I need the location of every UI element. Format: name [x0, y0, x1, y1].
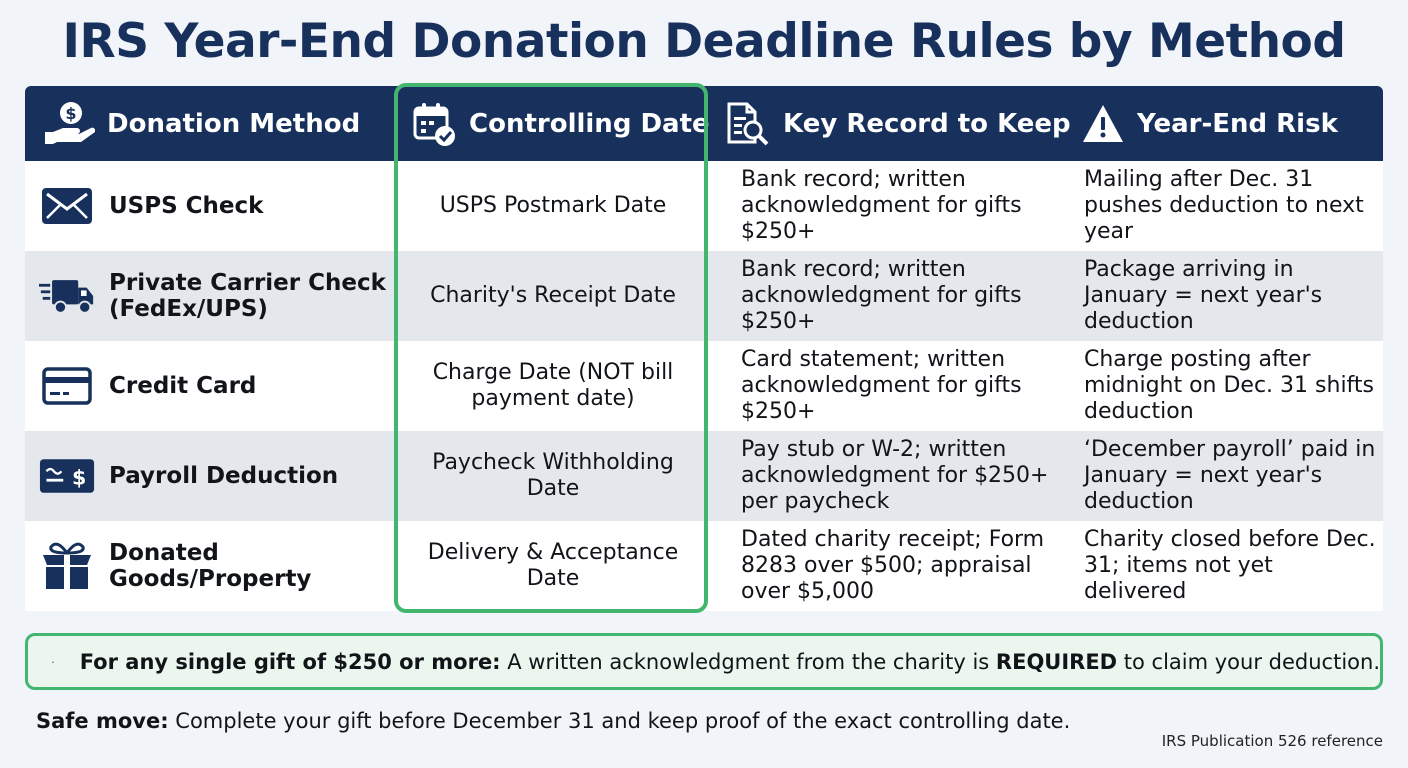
safe-move-lead: Safe move:: [36, 709, 169, 733]
year-end-risk-cell: Charge posting after midnight on Dec. 31 shifts deduction: [1084, 347, 1374, 424]
header-key-record: [725, 86, 1071, 161]
envelope-icon: [41, 187, 93, 225]
key-record-cell: Bank record; written acknowledgment for gifts $250+: [741, 167, 1022, 244]
callout-text-1: A written acknowledgment from the charity is: [500, 649, 996, 674]
header-year-end-risk: [1081, 86, 1338, 161]
method-label: Donated Goods/Property: [109, 540, 312, 592]
key-record-cell: Pay stub or W-2; written acknowledgment for $250+ per paycheck: [741, 437, 1049, 514]
table-header: [25, 86, 1383, 161]
document-search-icon: [725, 100, 771, 148]
method-cell: [39, 431, 399, 521]
table-row: [25, 431, 1383, 521]
method-label: USPS Check: [109, 193, 264, 219]
hand-coin-icon: [43, 100, 95, 148]
callout-text-2: to claim your deduction.: [1117, 649, 1380, 674]
year-end-risk-cell: ‘December payroll’ paid in January = next year's deduction: [1084, 437, 1376, 514]
year-end-risk-cell: Package arriving in January = next year's deduction: [1084, 257, 1323, 334]
table-row: [25, 161, 1383, 251]
method-cell: [39, 161, 399, 251]
header-donation-method: [43, 86, 360, 161]
credit-card-icon: [42, 367, 92, 405]
controlling-date-cell: Paycheck Withholding Date: [399, 431, 707, 521]
year-end-risk-cell: Charity closed before Dec. 31; items not yet delivered: [1084, 527, 1376, 604]
method-label: Private Carrier Check (FedEx/UPS): [109, 270, 386, 322]
table-row: [25, 251, 1383, 341]
header-label: Controlling Date: [469, 108, 710, 139]
acknowledgment-callout: [25, 633, 1383, 690]
callout-emphasis: REQUIRED: [995, 649, 1118, 674]
controlling-date-cell: Charge Date (NOT bill payment date): [399, 341, 707, 431]
calendar-check-icon: [413, 100, 457, 148]
year-end-risk-cell: Mailing after Dec. 31 pushes deduction to next year: [1084, 167, 1364, 244]
method-cell: [39, 341, 399, 431]
deadline-rules-table: [25, 86, 1383, 611]
controlling-date-cell: Delivery & Acceptance Date: [399, 521, 707, 611]
table-row: [25, 521, 1383, 611]
method-cell: [39, 521, 399, 611]
page-title: IRS Year-End Donation Deadline Rules by Method: [62, 14, 1346, 69]
callout-text: [80, 650, 1380, 674]
gift-box-icon: [40, 541, 94, 591]
key-record-cell: Dated charity receipt; Form 8283 over $500; appraisal over $5,000: [741, 527, 1045, 604]
warning-icon: [1081, 102, 1125, 146]
key-record-cell: Bank record; written acknowledgment for gifts $250+: [741, 257, 1022, 334]
safe-move-text: Complete your gift before December 31 and keep proof of the exact controlling date.: [168, 709, 1071, 733]
delivery-truck-icon: [39, 275, 95, 317]
safe-move-note: [36, 709, 1070, 733]
header-label: Year-End Risk: [1137, 108, 1338, 139]
method-label: Payroll Deduction: [109, 463, 339, 489]
controlling-date-cell: Charity's Receipt Date: [399, 251, 707, 341]
warning-icon: [52, 643, 54, 681]
method-cell: [39, 251, 399, 341]
source-reference: IRS Publication 526 reference: [1161, 732, 1383, 750]
method-label: Credit Card: [109, 373, 257, 399]
paystub-icon: [39, 457, 95, 495]
header-label: Donation Method: [107, 108, 361, 139]
header-label: Key Record to Keep: [783, 108, 1071, 139]
svg-text:$: $: [65, 103, 77, 123]
svg-text:$: $: [71, 465, 87, 490]
callout-lead: For any single gift of $250 or more:: [79, 649, 501, 674]
table-row: [25, 341, 1383, 431]
key-record-cell: Card statement; written acknowledgment for gifts $250+: [741, 347, 1022, 424]
header-controlling-date: [413, 86, 710, 161]
controlling-date-cell: USPS Postmark Date: [399, 161, 707, 251]
